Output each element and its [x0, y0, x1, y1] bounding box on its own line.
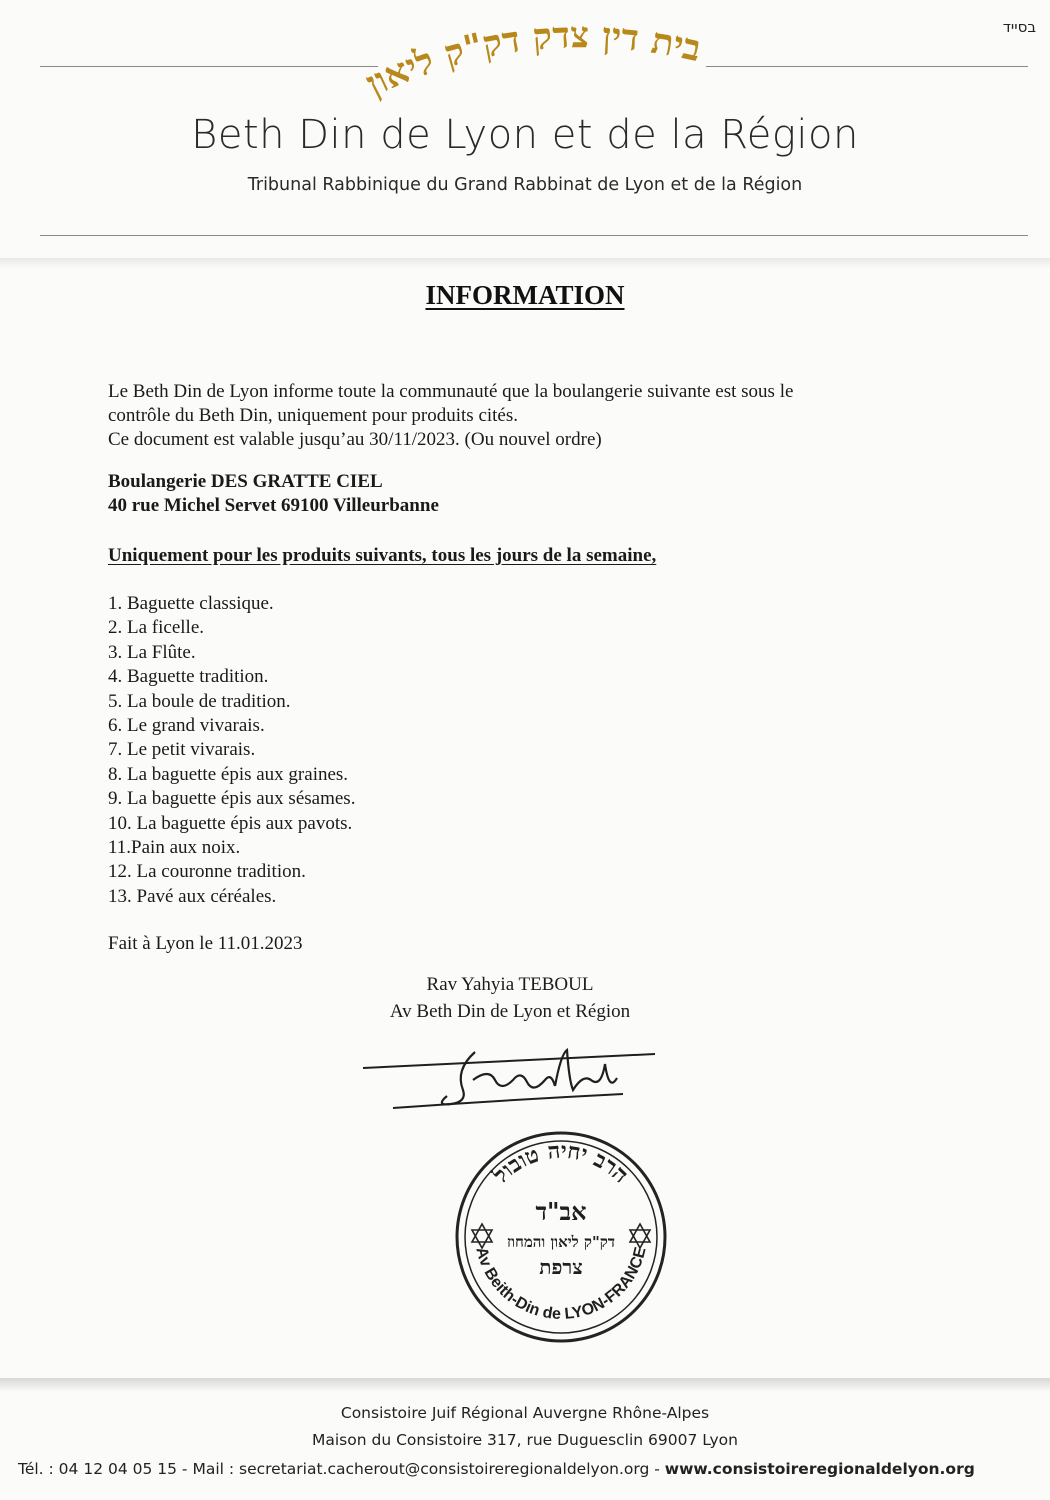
signatory-title: Av Beth Din de Lyon et Région	[389, 1001, 631, 1022]
products-heading: Uniquement pour les produits suivants, tous les jours de la semaine,	[108, 545, 657, 566]
bakery-address: 40 rue Michel Servet 69100 Villeurbanne	[108, 495, 439, 516]
svg-text:הרב יחיה טובול: הרב יחיה טובול	[488, 1137, 634, 1189]
footer-contact-text: Tél. : 04 12 04 05 15 - Mail : secretariat.cacherout@consistoireregionaldelyon.org -	[18, 1460, 665, 1478]
list-item: 9. La baguette épis aux sésames.	[108, 788, 356, 810]
list-item: 11.Pain aux noix.	[108, 837, 241, 859]
org-title: Beth Din de Lyon et de la Région	[191, 112, 859, 158]
header-line-left	[40, 66, 378, 67]
place-date: Fait à Lyon le 11.01.2023	[108, 933, 303, 954]
intro-line-3: Ce document est valable jusqu’au 30/11/2023. (Ou nouvel ordre)	[108, 429, 602, 450]
intro-line-2: contrôle du Beth Din, uniquement pour produits cités.	[108, 405, 519, 426]
list-item: 7. Le petit vivarais.	[108, 739, 256, 761]
org-subtitle: Tribunal Rabbinique du Grand Rabbinat de Lyon et de la Région	[247, 175, 803, 195]
header-line-right	[706, 66, 1028, 67]
list-item: 3. La Flûte.	[108, 641, 196, 663]
svg-text:Av Beith-Din de LYON-FRANCE: Av Beith-Din de LYON-FRANCE	[472, 1245, 650, 1324]
bakery-name: Boulangerie DES GRATTE CIEL	[108, 471, 383, 492]
footer-contact	[18, 1460, 1038, 1478]
svg-text:אב"ד: אב"ד	[535, 1197, 587, 1226]
hebrew-logo-text: בית דין צדק דק"ק ליאון	[359, 14, 705, 106]
footer-shadow	[0, 1378, 1050, 1392]
signatory-name: Rav Yahyia TEBOUL	[426, 974, 594, 995]
paper-fold	[0, 258, 1050, 268]
list-item: 10. La baguette épis aux pavots.	[108, 812, 353, 834]
products-list	[108, 592, 355, 909]
footer-website-link[interactable]: www.consistoireregionaldelyon.org	[664, 1460, 975, 1478]
rabbinical-stamp	[452, 1128, 670, 1346]
footer-address: Maison du Consistoire 317, rue Duguesclin 69007 Lyon	[312, 1431, 738, 1449]
svg-text:דק"ק ליאון והמחוז: דק"ק ליאון והמחוז	[506, 1233, 616, 1251]
signatory-block	[330, 971, 690, 1025]
bsd-mark: בסייד	[1002, 18, 1036, 36]
bakery-block	[108, 470, 439, 518]
list-item: 5. La boule de tradition.	[108, 690, 291, 712]
signature	[355, 1040, 665, 1120]
list-item: 6. Le grand vivarais.	[108, 715, 265, 737]
svg-text:בית דין צדק דק"ק ליאון	[359, 14, 704, 105]
footer-org: Consistoire Juif Régional Auvergne Rhône-Alpes	[340, 1404, 710, 1422]
svg-text:צרפת: צרפת	[539, 1255, 583, 1279]
page-heading: INFORMATION	[425, 280, 625, 310]
list-item: 13. Pavé aux céréales.	[108, 885, 277, 907]
list-item: 1. Baguette classique.	[108, 593, 274, 614]
list-item: 12. La couronne tradition.	[108, 861, 306, 883]
intro-paragraph	[108, 380, 793, 452]
list-item: 4. Baguette tradition.	[108, 666, 269, 688]
list-item: 2. La ficelle.	[108, 617, 205, 639]
list-item: 8. La baguette épis aux graines.	[108, 763, 349, 785]
intro-line-1: Le Beth Din de Lyon informe toute la communauté que la boulangerie suivante est sous le	[108, 381, 794, 402]
hebrew-logo	[0, 0, 1050, 130]
header-bottom-line	[40, 235, 1028, 236]
